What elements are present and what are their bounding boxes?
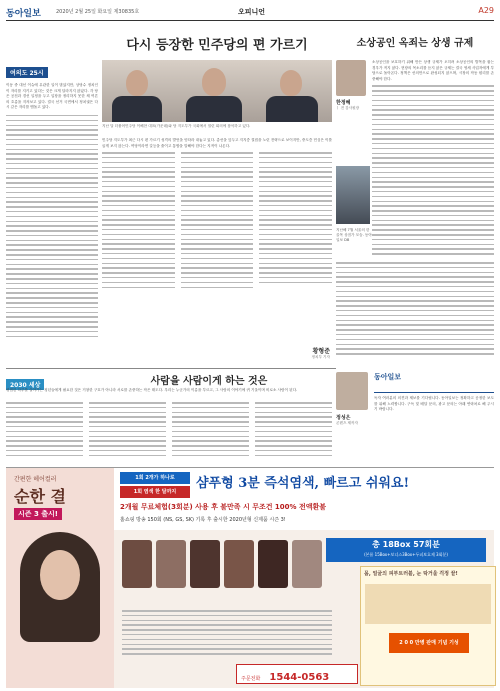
top-article-text-lines <box>102 152 332 290</box>
ad-phone-box[interactable] <box>236 664 358 684</box>
product-box <box>292 540 322 588</box>
ad-fine-print-lines <box>122 610 332 655</box>
issue-date: 2020년 2월 25일 화요일 제30835호 <box>56 9 140 15</box>
ad-season: 시즌 3 출시! <box>14 508 62 520</box>
phone-label: 주문전화 <box>241 676 261 682</box>
info-box-title: 동아일보 <box>374 372 494 393</box>
ad-right-panel <box>360 566 496 686</box>
person-suit <box>266 96 318 122</box>
left-column <box>6 60 98 365</box>
product-box <box>156 540 186 588</box>
byline-name: 황형준 <box>312 348 330 355</box>
ad-right-image <box>365 584 491 624</box>
ad-subline: 2개월 무료체험(3회분) 사용 후 불만족 시 무조건 100% 전액환불 <box>120 503 327 511</box>
advertisement <box>6 467 494 688</box>
top-right-title-block <box>336 34 494 56</box>
masthead <box>6 4 494 21</box>
product-box <box>224 540 254 588</box>
ad-model-image <box>20 532 100 642</box>
columnist-name: 정성은 <box>336 415 351 421</box>
top-article-caption: 지난 달 더불어민주당 이해찬 대표(가운데)와 당 지도부가 국회에서 열린 회의에 참석하고 있다. <box>102 124 251 128</box>
author-name: 한정혜 <box>336 100 351 106</box>
bottom-left-title: 사람을 사람이게 하는 것은 <box>150 376 268 387</box>
ad-brand-name: 순한 결 <box>14 487 66 506</box>
top-article-body <box>102 138 332 338</box>
column-badge: 여의도 25시 <box>6 67 48 78</box>
divider <box>6 368 336 369</box>
ad-offer-sub: (본품 15Box+보너스3Box+두피보호제 3회분) <box>364 552 448 557</box>
left-column-text-lines <box>6 115 98 337</box>
ad-detail: 홈쇼핑 방송 150회 (NS, GS, SK) 기록 후 출시한 2020년형 신제품 시즌 3! <box>120 517 286 523</box>
person-suit <box>112 96 162 122</box>
product-box <box>258 540 288 588</box>
author-box <box>336 60 370 150</box>
top-article-title: 다시 등장한 민주당의 편 가르기 <box>126 38 308 53</box>
ad-right-offer: 2 0 0 만병 판매 기념 기성 <box>389 633 469 653</box>
author-role: ㅣ 전 감사원장 <box>336 106 360 110</box>
top-right-photo-caption: 지난해 7월 서울의 한 골목 상점가 모습. 동아일보 DB <box>336 228 372 242</box>
phone-number: 1544-0563 <box>269 672 330 683</box>
author-photo <box>336 60 366 96</box>
person-face <box>280 70 302 96</box>
ad-badge-2: 1회 염색 한 달까지 <box>120 486 190 498</box>
paper-logo: 동아일보 <box>6 9 41 19</box>
top-article-byline <box>250 346 330 364</box>
bottom-right-block <box>336 372 494 464</box>
ad-left-panel <box>6 468 114 688</box>
info-box-body: 독자 여러분의 의견과 제보를 기다립니다. 동아일보는 정확하고 공정한 보도를 위해 노력합니다. 구독 및 배달 문의, 광고 문의는 아래 연락처로 해 주시기 바랍니다. <box>374 396 494 412</box>
section-title: 오피니언 <box>238 8 266 16</box>
top-right-title: 소상공인 옥죄는 상생 규제 <box>356 38 474 49</box>
bottom-left-text-lines <box>6 402 332 460</box>
top-right-text-lines <box>372 85 494 256</box>
ad-badge-1: 1회 2개가 하나로 <box>120 472 190 484</box>
ad-brand-top: 간편한 헤어컬러 <box>14 476 57 483</box>
person-suit <box>186 96 242 122</box>
ad-right-title: 몸, 얼굴의 피부트러블, 눈 탁거울 걱정 끝! <box>364 571 458 577</box>
page-number: A29 <box>478 6 494 15</box>
top-right-body <box>372 60 494 256</box>
left-column-body: 이동 중 대선 이슈에 무관한 일이 많았지만, 상당수 정치인 이 자리를 지키고 있다는 것은 크게 달라지지 않았다. 각 당은 공천과 경선 일정을 두고 입장을 정리하지 못한 채 여론의 흐름을 지켜보고 있다. 결국 선거 국면에서 정치권은 다시 같은 자리를 맴돌고 있다. <box>6 83 98 110</box>
columnist-role: 콘텐츠 제작자 <box>336 421 358 425</box>
product-box <box>122 540 152 588</box>
bottom-left-lead: 평범한 하루를 살아가는 청년들에게 필요한 것은 거창한 구호가 아니라 서로를 존중하는 작은 태도다. 우리는 누군가의 이름을 부르고, 그 사람의 이야기에 귀 기울이며 비로소 사람이 된다. <box>6 388 298 392</box>
top-article-lead: 민주당 지도부가 최근 다시 편 가르기 성격의 발언을 잇따라 내놓고 있다. 총선을 앞두고 지지층 결집을 노린 전략으로 보이지만, 중도층 민심은 이를 곱게 보지 않는다. 여당이라면 갈등을 줄이고 통합을 말해야 한다는 지적이 나온다. <box>102 138 332 148</box>
top-article-photo <box>102 60 332 122</box>
ad-offer: 총 18Box 57회분 <box>372 540 440 549</box>
ad-banner <box>114 468 494 530</box>
top-right-photo <box>336 166 370 224</box>
person-face <box>126 70 148 96</box>
top-right-lead: 소상공인을 보호하기 위해 만든 상생 규제가 오히려 소상공인의 발목을 잡는 경우가 적지 않다. 현장의 목소리를 듣지 않은 규제는 결국 영세 사업자에게 부담으로 돌아온다. 정책은 선의만으로 완성되지 않으며, 시장의 작동 원리를 존중해야 한다. <box>372 60 494 81</box>
column-badge-2030: 2030 세상 <box>6 379 44 390</box>
person-face <box>202 68 226 96</box>
columnist-photo <box>336 372 368 410</box>
ad-headline: 샴푸형 3분 즉석염색, 빠르고 쉬워요! <box>196 476 410 491</box>
ad-offer-box <box>326 538 486 562</box>
bottom-left-article <box>6 372 332 464</box>
top-right-text-lines-lower <box>336 262 494 368</box>
model-face <box>40 550 80 600</box>
product-box <box>190 540 220 588</box>
byline-role: 정치부 기자 <box>311 355 330 359</box>
top-article-title-block <box>102 34 332 56</box>
